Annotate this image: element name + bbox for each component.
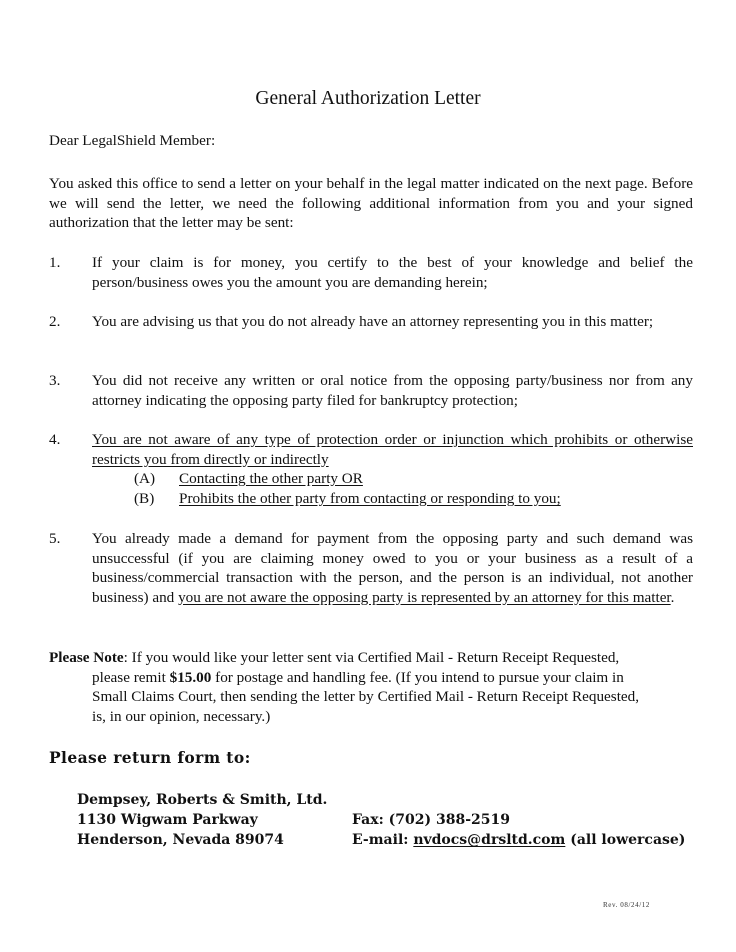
item-text <box>92 529 693 607</box>
revision-date: Rev. 08/24/12 <box>602 901 650 909</box>
street-address: 1130 Wigwam Parkway <box>77 812 258 828</box>
item-number: 2. <box>49 313 61 330</box>
note-line: for postage and handling fee. (If you intend to pursue your claim in <box>211 668 624 686</box>
return-heading: Please return form to: <box>49 748 251 767</box>
intro-paragraph: You asked this office to send a letter on your behalf in the legal matter indicated on the next page. Before we will send the letter, we need the following additional information from you and your signed authorization that the letter may be sent: <box>49 175 693 232</box>
subitem-letter: (A) <box>134 470 156 487</box>
salutation: Dear LegalShield Member: <box>49 132 216 149</box>
note-line: is, in our opinion, necessary.) <box>92 707 271 725</box>
item-number: 5. <box>49 530 61 547</box>
subitem-text: Contacting the other party OR <box>179 470 363 487</box>
firm-name: Dempsey, Roberts & Smith, Ltd. <box>77 792 328 808</box>
email-line <box>352 830 685 851</box>
item-number: 3. <box>49 372 61 389</box>
note-line: Small Claims Court, then sending the letter by Certified Mail - Return Receipt Requested, <box>92 688 640 706</box>
subitem-letter: (B) <box>134 490 155 507</box>
email-link[interactable]: nvdocs@drsltd.com <box>413 832 566 848</box>
item-text: You are not aware of any type of protection order or injunction which prohibits or otherwise restricts you from directly or indirectly <box>92 431 693 468</box>
please-note <box>49 648 699 726</box>
page-title: General Authorization Letter <box>255 88 481 109</box>
note-label: Please Note <box>49 649 124 666</box>
item-text: If your claim is for money, you certify to the best of your knowledge and belief the person/business owes you the amount you are demanding herein; <box>92 254 693 291</box>
subitem-text: Prohibits the other party from contacting or responding to you; <box>179 490 561 507</box>
fax-number: Fax: (702) 388-2519 <box>352 812 510 828</box>
note-line: please remit <box>92 668 170 686</box>
item-text: You did not receive any written or oral notice from the opposing party/business nor from any attorney indicating the opposing party filed for bankruptcy protection; <box>92 372 693 409</box>
item-text-underlined: you are not aware the opposing party is represented by an attorney for this matter <box>178 588 671 606</box>
note-fee: $15.00 <box>169 668 212 686</box>
email-label: E-mail: <box>352 832 414 848</box>
item-text-end: . <box>670 588 675 606</box>
item-text-plain: You already made a demand for payment from the opposing party and such demand was unsuccessful (if you are claiming money owed to you or your business as a result of a business/commercial transaction with the person, and the person is an individual, not another business) and <box>92 530 693 606</box>
item-number: 1. <box>49 254 61 271</box>
city-address: Henderson, Nevada 89074 <box>77 832 284 848</box>
email-note: (all lowercase) <box>565 832 686 848</box>
note-line: : If you would like your letter sent via Certified Mail - Return Receipt Requested, <box>123 649 620 666</box>
item-number: 4. <box>49 431 61 448</box>
item-text: You are advising us that you do not already have an attorney representing you in this matter; <box>92 313 654 330</box>
